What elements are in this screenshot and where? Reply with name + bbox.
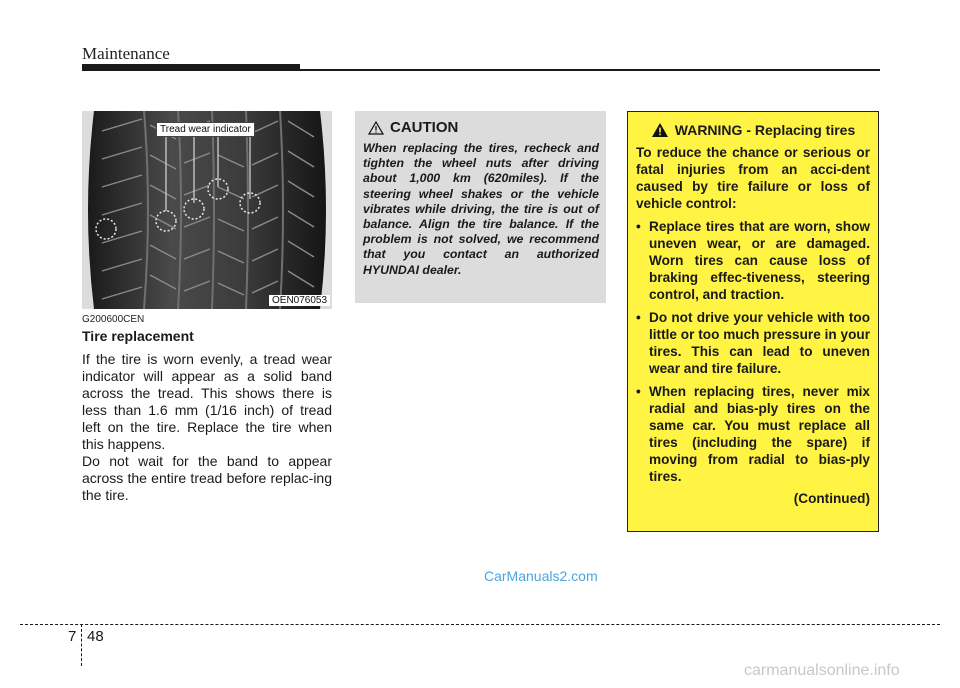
continued-label: (Continued) <box>793 491 870 506</box>
warning-title: WARNING - Replacing tires <box>674 122 856 138</box>
warning-bullet <box>636 309 870 377</box>
warning-box <box>627 111 879 532</box>
header-rule-thin <box>82 69 880 71</box>
warning-bullet <box>636 218 870 303</box>
tire-replacement-heading: Tire replacement <box>82 328 194 344</box>
caution-box <box>355 111 606 303</box>
warning-bullet-text: When replacing tires, never mix radial and bias-ply tires on the same car. You must replace all tires (including the spare) if moving from radial to bias-ply tires. <box>649 384 870 484</box>
chapter-number: 7 <box>68 628 77 645</box>
bullet-symbol: • <box>636 219 641 234</box>
footer-dashed-rule <box>20 624 940 625</box>
tire-tread-figure <box>82 111 332 309</box>
reference-code: G200600CEN <box>82 314 145 325</box>
warning-triangle-icon <box>368 121 384 135</box>
body-paragraph: If the tire is worn evenly, a tread wear indicator will appear as a solid band across the tread. This shows there is less than 1.6 mm (1/16 inch) of tread left on the tire. Replace the tire when this happens. <box>82 351 332 452</box>
page-number: 48 <box>87 628 104 645</box>
bullet-symbol: • <box>636 384 641 399</box>
caution-title: CAUTION <box>390 119 459 136</box>
figure-code: OEN076053 <box>269 295 330 306</box>
section-title: Maintenance <box>82 44 170 63</box>
tire-body <box>88 111 326 309</box>
footer-vertical-rule <box>81 624 82 666</box>
bullet-symbol: • <box>636 310 641 325</box>
warning-bullet <box>636 383 870 485</box>
warning-intro: To reduce the chance or serious or fatal injuries from an acci-dent caused by tire failure or loss of vehicle control: <box>636 145 870 211</box>
watermark-link[interactable]: CarManuals2.com <box>484 568 598 584</box>
caution-text: When replacing the tires, recheck and tighten the wheel nuts after driving about 1,000 km (620miles). If the steering wheel shakes or the vehicle vibrates while driving, the tire is out of balance. Align the tire balance. If the problem is not solved, we recommend that you contact an authorized HYUNDAI dealer. <box>363 141 599 277</box>
footer-site-watermark: carmanualsonline.info <box>744 662 900 679</box>
tire-tread-illustration <box>82 111 332 309</box>
warning-triangle-filled-icon <box>651 122 669 138</box>
body-paragraph: Do not wait for the band to appear across the entire tread before replac-ing the tire. <box>82 453 332 503</box>
tread-wear-indicator-label: Tread wear indicator <box>156 122 255 137</box>
warning-bullet-text: Do not drive your vehicle with too little or too much pressure in your tires. This can lead to uneven wear and tire failure. <box>649 310 870 376</box>
warning-bullet-list <box>636 218 870 485</box>
warning-bullet-text: Replace tires that are worn, show uneven wear, or are damaged. Worn tires can cause loss of braking effec-tiveness, steering control, and traction. <box>649 219 870 302</box>
